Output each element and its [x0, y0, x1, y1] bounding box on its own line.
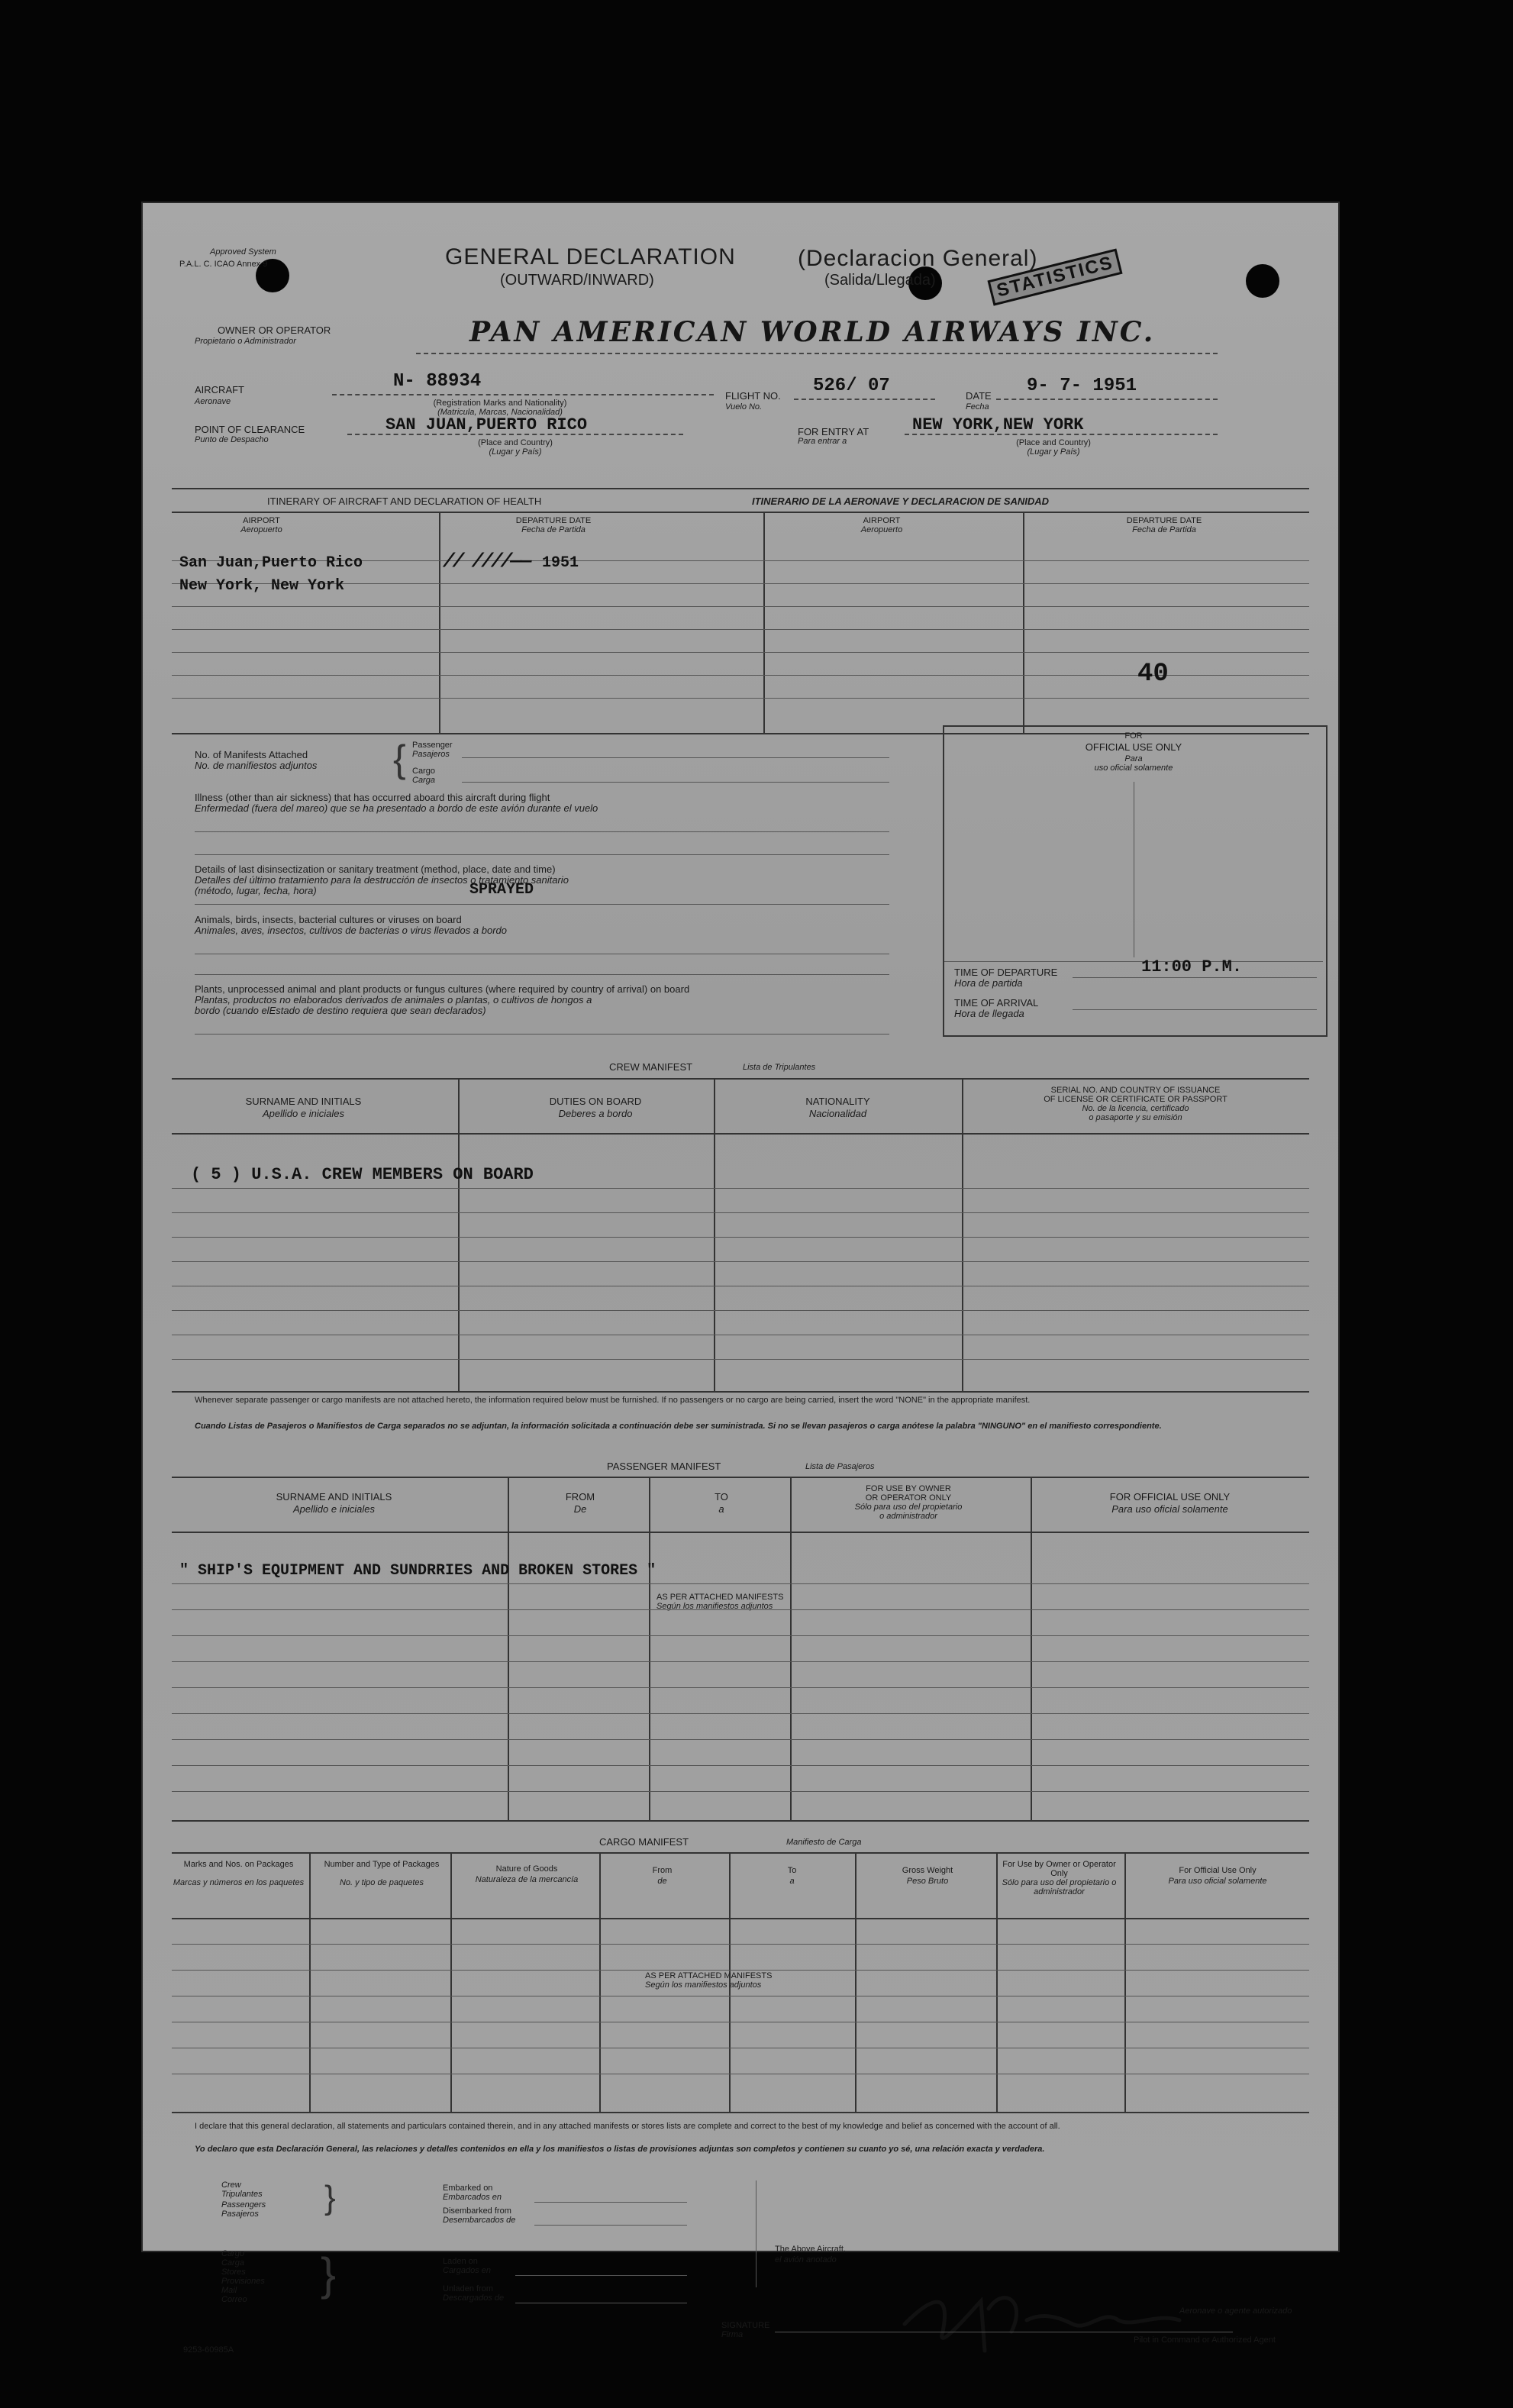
date-label-es: Fecha — [966, 402, 989, 412]
itinerary-heading: ITINERARY OF AIRCRAFT AND DECLARATION OF HEALTH — [267, 495, 542, 507]
passenger-row2: AS PER ATTACHED MANIFESTS — [656, 1593, 784, 1602]
form-title-es: (Declaracion General) — [798, 246, 1038, 271]
entry-note: (Place and Country) — [1016, 438, 1091, 447]
punch-hole — [1246, 264, 1279, 298]
flight-label: FLIGHT NO. — [725, 390, 781, 402]
cargo-col-to-es: a — [789, 1877, 795, 1886]
aircraft-label: AIRCRAFT — [195, 384, 244, 395]
signature — [889, 2278, 1210, 2362]
footer-passengers-es: Pasajeros — [221, 2209, 259, 2219]
itinerary-col-airport2-es: Aeropuerto — [860, 525, 903, 534]
passenger-col-to-es: a — [718, 1503, 724, 1515]
official-label-es2: uso oficial solamente — [1094, 763, 1173, 773]
entry-label-es: Para entrar a — [798, 437, 847, 446]
sig-right: Aeronave o agente autorizado — [1179, 2306, 1292, 2316]
signature-label: SIGNATURE — [721, 2321, 770, 2330]
passenger-col-to: TO — [715, 1491, 728, 1503]
passenger-heading: PASSENGER MANIFEST — [607, 1461, 721, 1472]
official-label: OFFICIAL USE ONLY — [1085, 741, 1182, 753]
crew-col-serial-es: No. de la licencia, certificado — [1082, 1104, 1189, 1113]
declaration-en: I declare that this general declaration, all statements and particulars contained therein, and in any attached manifests or stores lists are complete and correct to the best of my knowledge and belief as concerned with the account of all. — [195, 2122, 1060, 2131]
passenger-col-from-es: De — [573, 1503, 587, 1515]
plants-label-es: Plantas, productos no elaborados derivados de animales o plantas, o cultivos de hongos a — [195, 994, 592, 1005]
footer-crew-es: Tripulantes — [221, 2190, 263, 2199]
form-number: 9253-60985A — [183, 2345, 234, 2355]
passenger-col-owner-es: Sólo para uso del propietario — [854, 1503, 963, 1512]
official-label-es: Para — [1124, 754, 1143, 763]
itinerary-col-airport-es: Aeropuerto — [240, 525, 282, 534]
passenger-col-official-es: Para uso oficial solamente — [1111, 1503, 1228, 1515]
manifests-brace: { — [393, 738, 406, 780]
itinerary-col-departure2: DEPARTURE DATE — [1126, 516, 1202, 525]
clearance-label: POINT OF CLEARANCE — [195, 424, 305, 435]
itinerary-row2-airport: New York, New York — [179, 577, 345, 595]
manifest-passenger-es: Pasajeros — [412, 750, 450, 759]
itinerary-row1-scribble: // ////—— — [443, 550, 530, 573]
footer-brace2: } — [321, 2248, 337, 2300]
crew-col-serial: SERIAL NO. AND COUNTRY OF ISSUANCE — [1050, 1086, 1221, 1095]
declaration-sheet — [141, 202, 1340, 2355]
cargo-col-official-es: Para uso oficial solamente — [1168, 1877, 1267, 1886]
date-label: DATE — [966, 390, 992, 402]
above-aircraft: The Above Aircraft, — [775, 2245, 846, 2254]
crew-col-duties: DUTIES ON BOARD — [549, 1096, 642, 1107]
page-number: 40 — [1137, 660, 1169, 689]
passenger-col-surname-es: Apellido e iniciales — [293, 1503, 375, 1515]
clearance-note: (Place and Country) — [478, 438, 553, 447]
crew-col-serial-es2: o pasaporte y su emisión — [1089, 1113, 1182, 1122]
aircraft-value: N- 88934 — [393, 371, 482, 392]
footer-laden-es: Cargados en — [443, 2266, 491, 2275]
footer-cargo: Cargo — [221, 2249, 244, 2258]
cargo-heading-es: Manifiesto de Carga — [786, 1838, 862, 1847]
entry-value: NEW YORK,NEW YORK — [912, 415, 1084, 434]
owner-label-es: Propietario o Administrador — [195, 337, 296, 346]
footer-embarked-es: Embarcados en — [443, 2193, 502, 2202]
departure-time-label-es: Hora de partida — [954, 977, 1023, 989]
aircraft-label-es: Aeronave — [195, 397, 231, 406]
clearance-value: SAN JUAN,PUERTO RICO — [386, 415, 588, 434]
declaration-es: Yo declaro que esta Declaración General, las relaciones y detalles contenidos en ella y los manifiestos o listas de provisiones adjuntas son completos y contienen su cuanto yo sé, una relación exacta y verdadera. — [195, 2145, 1045, 2154]
crew-row1: ( 5 ) U.S.A. CREW MEMBERS ON BOARD — [191, 1165, 534, 1184]
cargo-col-official: For Official Use Only — [1179, 1866, 1257, 1875]
notice-es: Cuando Listas de Pasajeros o Manifiestos de Carga separados no se adjuntan, la información solicitada a continuación debe ser suministrada. Si no se llevan pasajeros o carga anótese la palabra "NINGUNO" en el manifiesto correspondiente. — [195, 1422, 1162, 1431]
cargo-col-weight-es: Peso Bruto — [906, 1877, 949, 1886]
cargo-row1-es: Según los manifiestos adjuntos — [645, 1980, 762, 1990]
cargo-col-owner-es: Sólo para uso del propietario o administrador — [1002, 1878, 1117, 1896]
footer-stores: Stores — [221, 2268, 246, 2277]
itinerary-heading-es: ITINERARIO DE LA AERONAVE Y DECLARACION DE SANIDAD — [752, 495, 1050, 507]
cargo-col-number: Number and Type of Packages — [324, 1860, 440, 1869]
animals-label: Animals, birds, insects, bacterial cultures or viruses on board — [195, 914, 462, 925]
passenger-row1: " SHIP'S EQUIPMENT AND SUNDRRIES AND BROKEN STORES " — [179, 1562, 656, 1580]
owner-label: OWNER OR OPERATOR — [218, 324, 331, 336]
cargo-col-marks-es: Marcas y números en los paquetes — [173, 1878, 305, 1887]
above-aircraft-es: el avión anotado — [775, 2255, 837, 2264]
footer-disembarked-es: Desembarcados de — [443, 2216, 516, 2225]
clearance-note-es: (Lugar y País) — [489, 447, 542, 457]
passenger-col-official: FOR OFFICIAL USE ONLY — [1109, 1491, 1231, 1503]
footer-mail-es: Correo — [221, 2295, 247, 2304]
approved-system: Approved System — [210, 247, 276, 257]
itinerary-col-airport: AIRPORT — [243, 516, 280, 525]
manifests-label-es: No. de manifiestos adjuntos — [195, 760, 318, 771]
reg-note: (Registration Marks and Nationality) — [433, 399, 567, 408]
cargo-col-nature: Nature of Goods — [495, 1864, 558, 1874]
cargo-col-from: From — [652, 1866, 673, 1875]
pal-icao: P.A.L. C. ICAO Annex 9 — [179, 260, 268, 269]
notice-en: Whenever separate passenger or cargo manifests are not attached hereto, the information required below must be furnished. If no passengers or no cargo are being carried, insert the word "NONE" in the appropriate manifest. — [195, 1396, 1031, 1405]
form-title-sub: (OUTWARD/INWARD) — [500, 272, 654, 289]
cargo-col-number-es: No. y tipo de paquetes — [339, 1878, 424, 1887]
footer-crew: Crew — [221, 2180, 241, 2190]
passenger-col-owner: FOR USE BY OWNER — [866, 1484, 951, 1493]
manifest-passenger: Passenger — [412, 741, 453, 750]
entry-note-es: (Lugar y País) — [1027, 447, 1080, 457]
disinsect-label-es2: (método, lugar, fecha, hora) — [195, 885, 317, 896]
departure-time-value: 11:00 P.M. — [1141, 957, 1243, 976]
cargo-col-from-es: de — [657, 1877, 667, 1886]
footer-mail: Mail — [221, 2286, 237, 2295]
cargo-col-nature-es: Naturaleza de la mercancía — [475, 1875, 579, 1884]
footer-stores-es: Provisiones — [221, 2277, 265, 2286]
illness-label-es: Enfermedad (fuera del mareo) que se ha presentado a bordo de este avión durante el vuelo — [195, 802, 598, 814]
cargo-col-marks: Marks and Nos. on Packages — [183, 1860, 294, 1869]
statistics-stamp: STATISTICS — [987, 248, 1122, 305]
manifest-cargo-es: Carga — [412, 776, 435, 785]
animals-label-es: Animales, aves, insectos, cultivos de bacterias o virus llevados a bordo — [195, 925, 507, 936]
departure-time-label: TIME OF DEPARTURE — [954, 967, 1058, 978]
form-title: GENERAL DECLARATION — [445, 244, 736, 270]
cargo-col-owner: For Use by Owner or Operator Only — [1002, 1860, 1116, 1878]
footer-laden: Laden on — [443, 2257, 478, 2266]
footer-brace1: } — [324, 2179, 336, 2216]
sig-right2: Pilot in Command or Authorized Agent — [1134, 2335, 1276, 2345]
passenger-heading-es: Lista de Pasajeros — [805, 1462, 875, 1471]
crew-col-nationality-es: Nacionalidad — [808, 1108, 867, 1119]
passenger-col-owner-es2: o administrador — [879, 1512, 937, 1521]
plants-label-es2: bordo (cuando elEstado de destino requiera que sean declarados) — [195, 1005, 486, 1016]
footer-cargo-es: Carga — [221, 2258, 244, 2268]
entry-label: FOR ENTRY AT — [798, 426, 869, 437]
footer-unladen-es: Descargados de — [443, 2293, 505, 2303]
reg-note-es: (Matricula, Marcas, Nacionalidad) — [437, 408, 563, 417]
passenger-col-surname: SURNAME AND INITIALS — [276, 1491, 392, 1503]
cargo-col-weight: Gross Weight — [902, 1866, 953, 1875]
footer-passengers: Passengers — [221, 2200, 266, 2209]
footer-disembarked: Disembarked from — [443, 2206, 511, 2216]
itinerary-col-departure2-es: Fecha de Partida — [1132, 525, 1196, 534]
itinerary-col-departure: DEPARTURE DATE — [515, 516, 592, 525]
arrival-time-label-es: Hora de llegada — [954, 1008, 1024, 1019]
itinerary-row1-date: 1951 — [542, 554, 579, 572]
footer-embarked: Embarked on — [443, 2184, 493, 2193]
cargo-col-to: To — [787, 1866, 797, 1875]
plants-label: Plants, unprocessed animal and plant products or fungus cultures (where required by country of arrival) on board — [195, 983, 690, 995]
arrival-time-label: TIME OF ARRIVAL — [954, 997, 1039, 1009]
flight-value: 526/ 07 — [813, 376, 890, 396]
official-for: FOR — [1124, 731, 1143, 741]
manifests-label: No. of Manifests Attached — [195, 749, 308, 760]
disinsect-label: Details of last disinsectization or sanitary treatment (method, place, date and time) — [195, 863, 556, 875]
disinsect-value: SPRAYED — [469, 881, 534, 899]
itinerary-col-airport2: AIRPORT — [863, 516, 901, 525]
cargo-heading: CARGO MANIFEST — [599, 1836, 689, 1848]
disinsect-label-es: Detalles del último tratamiento para la destrucción de insectos o tratamiento sanitario — [195, 874, 569, 886]
flight-label-es: Vuelo No. — [725, 402, 763, 412]
clearance-label-es: Punto de Despacho — [195, 435, 269, 444]
passenger-col-owner2: OR OPERATOR ONLY — [865, 1493, 952, 1503]
illness-label: Illness (other than air sickness) that has occurred aboard this aircraft during flight — [195, 792, 550, 803]
passenger-row2-es: Según los manifiestos adjuntos — [656, 1602, 773, 1611]
crew-col-surname-es: Apellido e iniciales — [263, 1108, 344, 1119]
itinerary-col-departure-es: Fecha de Partida — [521, 525, 586, 534]
manifest-cargo: Cargo — [412, 767, 435, 776]
date-value: 9- 7- 1951 — [1027, 376, 1137, 396]
cargo-row1: AS PER ATTACHED MANIFESTS — [645, 1971, 773, 1980]
footer-unladen: Unladen from — [443, 2284, 494, 2293]
crew-heading: CREW MANIFEST — [609, 1061, 693, 1073]
passenger-col-from: FROM — [565, 1491, 595, 1503]
crew-col-serial2: OF LICENSE OR CERTIFICATE OR PASSPORT — [1044, 1095, 1227, 1104]
crew-col-nationality: NATIONALITY — [805, 1096, 870, 1107]
crew-col-duties-es: Deberes a bordo — [558, 1108, 633, 1119]
crew-col-surname: SURNAME AND INITIALS — [245, 1096, 362, 1107]
form-title-es-sub: (Salida/Llegada) — [824, 272, 936, 289]
signature-label-es: Firma — [721, 2330, 744, 2339]
crew-heading-es: Lista de Tripulantes — [743, 1063, 816, 1072]
itinerary-row1-airport: San Juan,Puerto Rico — [179, 554, 363, 572]
owner-value: PAN AMERICAN WORLD AIRWAYS INC. — [469, 316, 1156, 348]
